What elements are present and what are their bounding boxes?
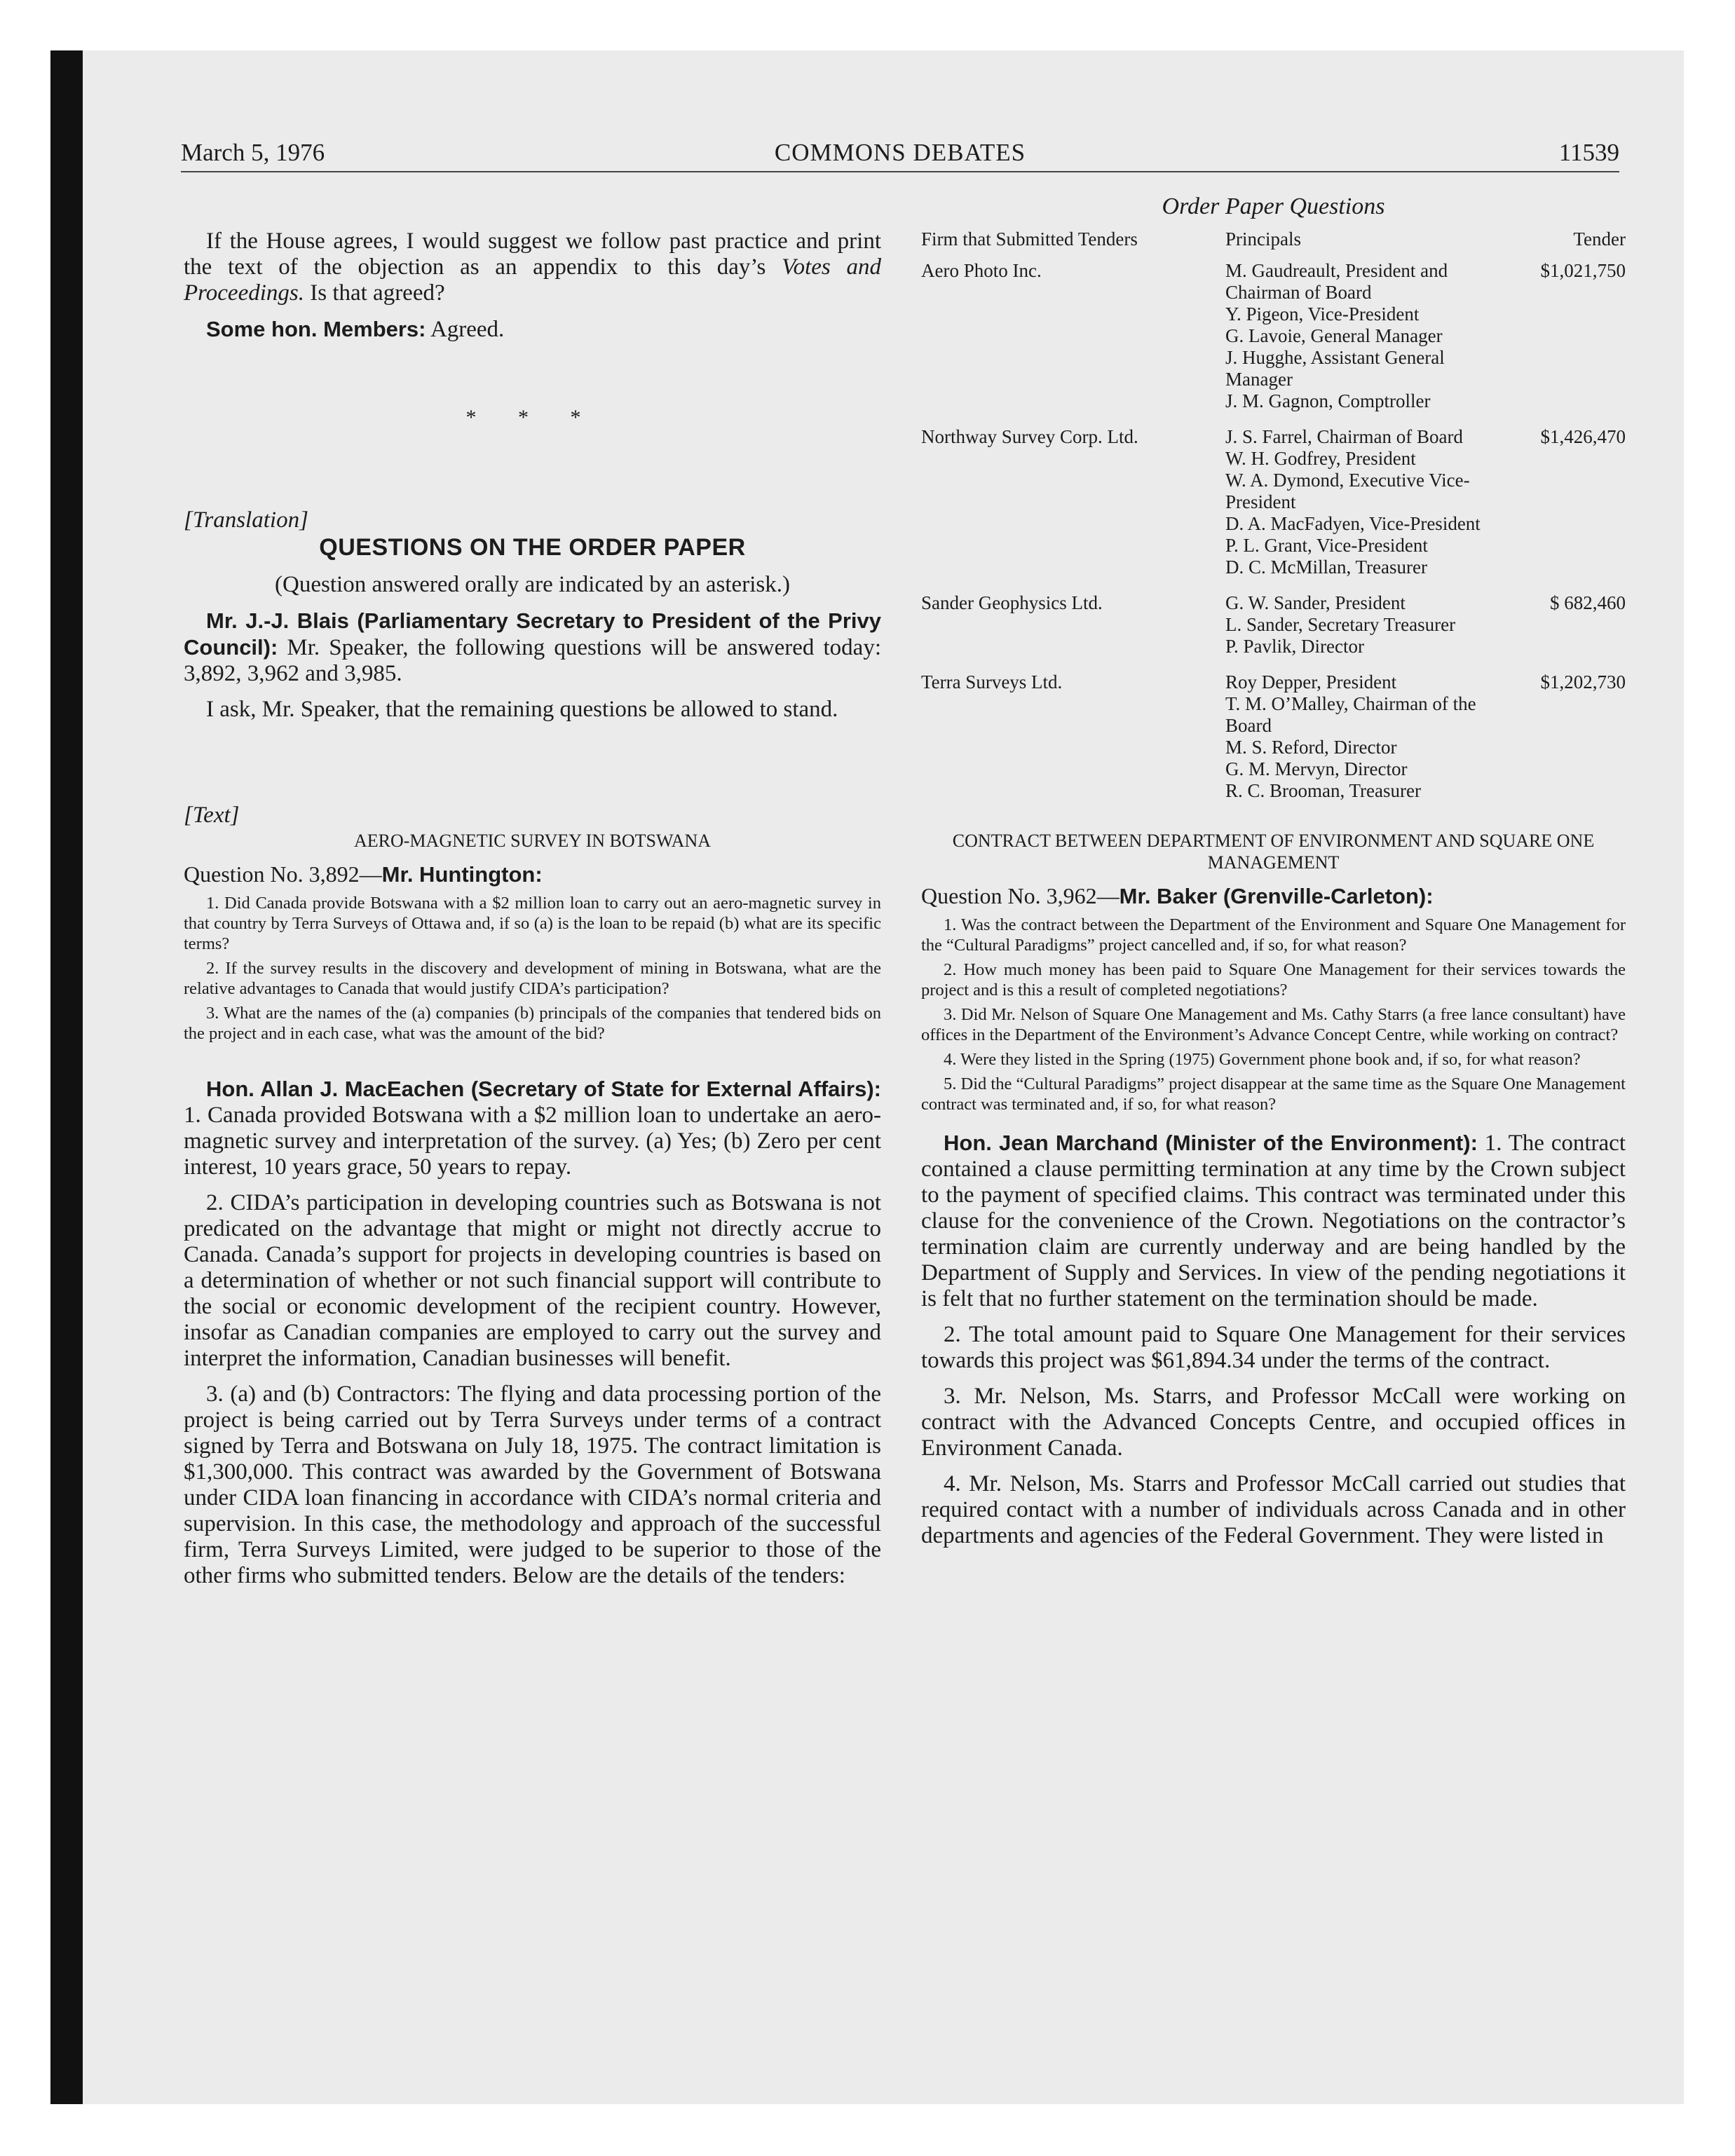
principals-cell <box>1225 671 1506 816</box>
firm-name: Northway Survey Corp. Ltd. <box>921 426 1138 447</box>
principals-cell <box>1225 592 1506 671</box>
principal-name: D. C. McMillan, Treasurer <box>1225 557 1427 578</box>
principal-name: G. Lavoie, General Manager <box>1225 325 1443 346</box>
question-item: 2. If the survey results in the discovery and development of mining in Botswana, what are the relative advantages to Canada that would justify CIDA’s participation? <box>184 959 881 998</box>
section-separator: * * * <box>465 406 599 429</box>
tender-amount: $ 682,460 <box>1550 592 1626 613</box>
principal-name: W. A. Dymond, Executive Vice-President <box>1225 470 1470 512</box>
tender-amount: $1,021,750 <box>1540 260 1626 281</box>
question-item: 1. Did Canada provide Botswana with a $2 million loan to carry out an aero-magnetic survey in that country by Terra Surveys of Ottawa and, if so (a) is the loan to be repaid (b) what are its specific terms? <box>184 894 881 953</box>
answer-paragraph: Hon. Jean Marchand (Minister of the Environment): 1. The contract contained a clause permitting termination at any time by the Crown subject to the payment of specified claims. This contract was terminated under this clause for the convenience of the Crown. Negotiations on the contractor’s termination claim are currently underway and are being handled by the Department of Supply and Services. In view of the pending negotiations it is felt that no further statement on the termination should be made. <box>921 1131 1626 1311</box>
question-subheading: AERO-MAGNETIC SURVEY IN BOTSWANA <box>354 831 711 851</box>
tender-amount: $1,426,470 <box>1540 426 1626 447</box>
answer-paragraph: Hon. Allan J. MacEachen (Secretary of State for External Affairs): 1. Canada provided Botswana with a $2 million loan to undertake an aero-magnetic survey and interpretation of the survey. (a) Yes; (b) Zero per cent interest, 10 years grace, 50 years to repay. <box>184 1077 881 1180</box>
principal-name: P. Pavlik, Director <box>1225 636 1364 657</box>
note: (Question answered orally are indicated by an asterisk.) <box>275 572 790 597</box>
speaker-name: Hon. Allan J. MacEachen (Secretary of State for External Affairs): <box>206 1077 881 1101</box>
principal-name: Roy Depper, President <box>1225 671 1397 692</box>
principal-name: W. H. Godfrey, President <box>1225 448 1416 469</box>
principals-cell <box>1225 260 1506 426</box>
principal-name: J. M. Gagnon, Comptroller <box>1225 390 1431 411</box>
translation-tag: [Translation] <box>184 507 308 533</box>
tender-amount: $1,202,730 <box>1540 671 1626 692</box>
speaker-name: Mr. J.-J. Blais (Parliamentary Secretary to President of the Privy Council): <box>184 608 881 660</box>
section-heading: QUESTIONS ON THE ORDER PAPER <box>319 534 746 561</box>
answer-paragraph: 2. CIDA’s participation in developing countries such as Botswana is not predicated on the advantage that might or might not directly accrue to Canada. Canada’s support for projects in developing countries is based on a determination of whether or not such financial support will contribute to the social or economic development of the recipient country. However, insofar as Canadian companies are employed to carry out the survey and interpret the information, Canadian businesses will benefit. <box>184 1190 881 1371</box>
question-item: 1. Was the contract between the Department of the Environment and Square One Management for the “Cultural Paradigms” project cancelled and, if so, for what reason? <box>921 915 1626 955</box>
principal-name: G. M. Mervyn, Director <box>1225 758 1408 779</box>
firm-name: Terra Surveys Ltd. <box>921 671 1063 692</box>
principals-cell <box>1225 426 1506 592</box>
principal-name: M. S. Reford, Director <box>1225 737 1397 758</box>
question-item: 2. How much money has been paid to Square One Management for their services towards the project and is this a result of completed negotiations? <box>921 960 1626 999</box>
running-head <box>181 135 1619 172</box>
answer-paragraph: 4. Mr. Nelson, Ms. Starrs and Professor McCall carried out studies that required contact with a number of individuals across Canada and in other departments and agencies of the Federal Government. They were listed in <box>921 1471 1626 1548</box>
table-row <box>921 426 1626 592</box>
question-item: 3. What are the names of the (a) companies (b) principals of the companies that tendered bids on the project and in each case, what was the amount of the bid? <box>184 1004 881 1043</box>
left-column <box>184 228 881 1599</box>
principal-name: D. A. MacFadyen, Vice-President <box>1225 513 1481 534</box>
principal-name: J. S. Farrel, Chairman of Board <box>1225 426 1463 447</box>
table-row <box>921 260 1626 426</box>
answer-paragraph: 3. (a) and (b) Contractors: The flying and data processing portion of the project is being carried out by Terra Surveys under terms of a contract signed by Terra and Botswana on July 18, 1975. The contract limitation is $1,300,000. This contract was awarded by the Government of Botswana under CIDA loan financing in accordance with CIDA’s normal criteria and supervision. In this case, the methodology and approach of the successful firm, Terra Surveys Limited, were judged to be superior to those of the other firms who submitted tenders. Below are the details of the tenders: <box>184 1381 881 1588</box>
column-header-tender: Tender <box>1573 228 1626 250</box>
firm-name: Aero Photo Inc. <box>921 260 1042 281</box>
principal-name: P. L. Grant, Vice-President <box>1225 535 1428 556</box>
question-subheading: CONTRACT BETWEEN DEPARTMENT OF ENVIRONMENT AND SQUARE ONE MANAGEMENT <box>952 831 1595 873</box>
right-column <box>921 228 1626 1559</box>
answer-paragraph: 3. Mr. Nelson, Ms. Starrs, and Professor McCall were working on contract with the Advanced Concepts Centre, and occupied offices in Environment Canada. <box>921 1384 1626 1461</box>
paragraph: I ask, Mr. Speaker, that the remaining questions be allowed to stand. <box>206 697 838 722</box>
header-title: COMMONS DEBATES <box>774 139 1026 166</box>
question-item: 5. Did the “Cultural Paradigms” project disappear at the same time as the Square One Management contract was terminated and, if so, for what reason? <box>921 1074 1626 1114</box>
paragraph: Mr. J.-J. Blais (Parliamentary Secretary to President of the Privy Council): Mr. Speaker, the following questions will be answered today: 3,892, 3,962 and 3,985. <box>184 608 881 686</box>
firm-name: Sander Geophysics Ltd. <box>921 592 1103 613</box>
speaker-name: Some hon. Members: <box>206 317 426 341</box>
column-header-firm: Firm that Submitted Tenders <box>921 228 1138 250</box>
question-number: Question No. 3,892—Mr. Huntington: <box>184 861 543 887</box>
section-title: Order Paper Questions <box>1162 193 1385 219</box>
question-item: 3. Did Mr. Nelson of Square One Management and Ms. Cathy Starrs (a free lance consultant) have offices in the Department of the Environment’s Advance Concept Centre, while working on contract? <box>921 1005 1626 1044</box>
question-item: 4. Were they listed in the Spring (1975) Government phone book and, if so, for what reason? <box>944 1050 1581 1069</box>
page-number: 11539 <box>1558 139 1619 166</box>
question-number: Question No. 3,962—Mr. Baker (Grenville-Carleton): <box>921 883 1434 908</box>
principal-name: L. Sander, Secretary Treasurer <box>1225 614 1456 635</box>
header-date: March 5, 1976 <box>181 139 325 166</box>
table-row <box>921 671 1626 816</box>
tenders-table <box>921 228 1626 816</box>
principal-name: J. Hugghe, Assistant General Manager <box>1225 347 1445 390</box>
binding-edge <box>50 50 83 2104</box>
answer-paragraph: 2. The total amount paid to Square One Management for their services towards this project was $61,894.34 under the terms of the contract. <box>921 1322 1626 1373</box>
principal-name: M. Gaudreault, President and Chairman of Board <box>1225 260 1448 303</box>
principal-name: Y. Pigeon, Vice-President <box>1225 303 1420 325</box>
table-row <box>921 592 1626 671</box>
text-tag: [Text] <box>184 803 240 828</box>
paragraph: Some hon. Members: Agreed. <box>206 317 505 342</box>
speaker-name: Hon. Jean Marchand (Minister of the Environment): <box>944 1131 1478 1155</box>
principal-name: T. M. O’Malley, Chairman of the Board <box>1225 693 1476 736</box>
principal-name: R. C. Brooman, Treasurer <box>1225 780 1421 801</box>
paragraph: If the House agrees, I would suggest we follow past practice and print the text of the objection as an appendix to this day’s Votes and Proceedings. Is that agreed? <box>184 228 881 306</box>
column-header-principals: Principals <box>1225 228 1301 250</box>
principal-name: G. W. Sander, President <box>1225 592 1406 613</box>
